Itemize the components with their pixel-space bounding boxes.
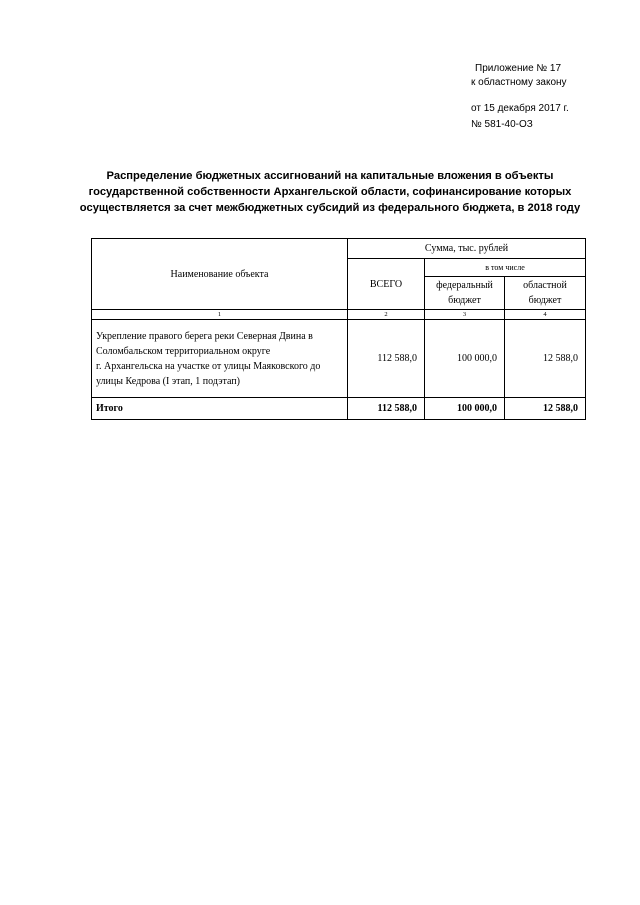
row-total-value: 112 588,0 [348,320,425,398]
appendix-number: № 581-40-ОЗ [471,119,533,130]
title-line-2: государственной собственности Архангельской области, софинансирование которых [88,186,572,198]
column-number-4: 4 [505,310,586,320]
header-federal [425,277,505,310]
appendix-law: к областному закону [471,77,567,88]
object-name-line-2: Соломбальском территориальном округе [96,345,271,357]
grand-federal-value: 100 000,0 [425,398,505,420]
column-number-2: 2 [348,310,425,320]
object-name-line-4: улицы Кедрова (I этап, 1 подэтап) [96,375,240,387]
header-federal-line-2: бюджет [448,295,481,306]
object-name-line-1: Укрепление правого берега реки Северная Двина в [96,330,313,342]
header-federal-line-1: федеральный [436,280,493,291]
grand-regional-value: 12 588,0 [505,398,586,420]
grand-total-value: 112 588,0 [348,398,425,420]
title-line-1: Распределение бюджетных ассигнований на капитальные вложения в объекты [106,170,554,182]
row-federal-value: 100 000,0 [425,320,505,398]
total-row [92,398,586,420]
document-title [70,168,590,216]
object-name-cell [92,320,348,398]
header-sum: Сумма, тыс. рублей [348,239,586,259]
column-number-3: 3 [425,310,505,320]
table-row [92,320,586,398]
header-regional-line-2: бюджет [528,295,562,306]
title-line-3: осуществляется за счет межбюджетных субсидий из федерального бюджета, в 2018 году [79,202,581,214]
budget-table [91,238,586,420]
object-name-line-3: г. Архангельска на участке от улицы Маяковского до [96,360,321,372]
header-including: в том числе [425,259,586,277]
total-label: Итого [92,398,348,420]
header-regional [505,277,586,310]
header-total: ВСЕГО [348,259,425,310]
row-regional-value: 12 588,0 [505,320,586,398]
header-regional-line-1: областной [523,280,567,291]
column-number-1: 1 [92,310,348,320]
appendix-label: Приложение № 17 [475,63,562,74]
header-object-name: Наименование объекта [92,239,348,310]
appendix-date: от 15 декабря 2017 г. [471,103,569,114]
